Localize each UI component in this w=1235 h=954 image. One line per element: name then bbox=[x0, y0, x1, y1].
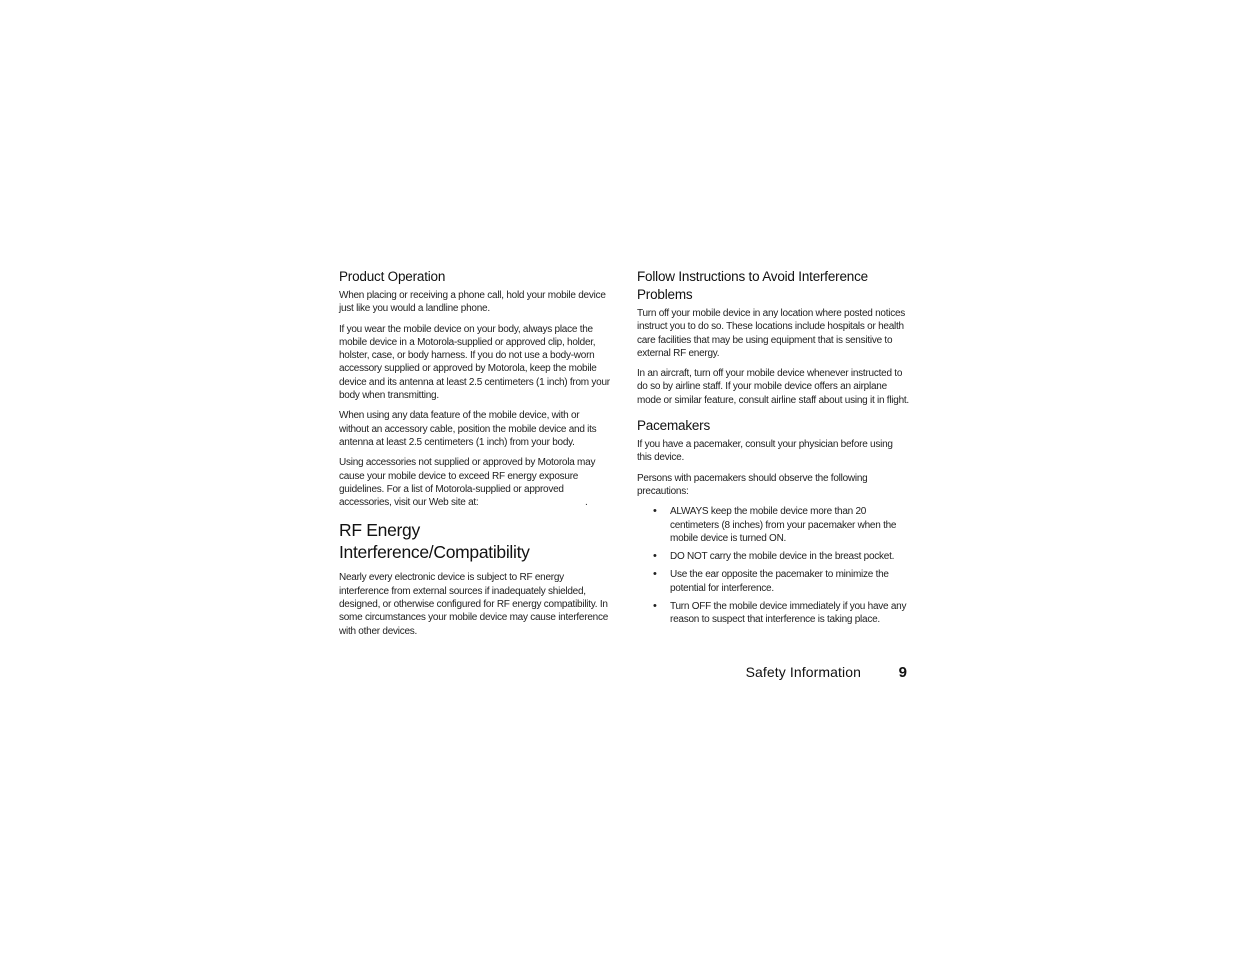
bullet-icon: • bbox=[653, 505, 657, 518]
product-operation-paragraph-4 bbox=[339, 456, 611, 509]
list-item bbox=[653, 600, 909, 627]
list-item-text: ALWAYS keep the mobile device more than 20 centimeters (8 inches) from your pacemaker when the mobile device is turned ON. bbox=[670, 506, 897, 544]
list-item bbox=[653, 505, 909, 545]
list-item-text: Use the ear opposite the pacemaker to minimize the potential for interference. bbox=[670, 569, 889, 594]
pacemakers-heading: Pacemakers bbox=[637, 418, 711, 434]
pacemakers-paragraph-2: Persons with pacemakers should observe the following precautions: bbox=[637, 472, 868, 497]
section-label: Safety Information bbox=[745, 664, 861, 680]
list-item-text: Turn OFF the mobile device immediately if you have any reason to suspect that interference is taking place. bbox=[670, 601, 907, 626]
list-item-text: DO NOT carry the mobile device in the breast pocket. bbox=[670, 551, 895, 563]
product-operation-paragraph-2: If you wear the mobile device on your body, always place the mobile device in a Motorola-supplied or approved clip, holder, holster, case, or body harness. If you do not use a body-worn accessory supplied or approved by Motorola, keep the mobile device and its antenna at least 2.5 centimeters (1 inch) from your body when transmitting. bbox=[339, 323, 610, 402]
follow-instructions-paragraph-1: Turn off your mobile device in any location where posted notices instruct you to do so. These locations include hospitals or health care facilities that may be using equipment that is sensitive to external RF energy. bbox=[637, 308, 906, 359]
bullet-icon: • bbox=[653, 550, 657, 563]
list-item bbox=[653, 568, 909, 595]
page-number: 9 bbox=[898, 664, 907, 681]
accessories-text: Using accessories not supplied or approved by Motorola may cause your mobile device to exceed RF energy exposure guidelines. For a list of Motorola-supplied or approved accessories, visit our Web site at: bbox=[339, 457, 596, 509]
left-column bbox=[339, 268, 611, 645]
page-footer bbox=[700, 664, 907, 684]
bullet-icon: • bbox=[653, 600, 657, 613]
product-operation-paragraph-3: When using any data feature of the mobile device, with or without an accessory cable, position the mobile device and its antenna at least 2.5 centimeters (1 inch) from your body. bbox=[339, 410, 597, 448]
pacemaker-precautions-list bbox=[653, 505, 909, 626]
follow-instructions-heading: Follow Instructions to Avoid Interference Problems bbox=[637, 269, 868, 302]
right-column bbox=[637, 268, 909, 632]
pacemakers-paragraph-1: If you have a pacemaker, consult your physician before using this device. bbox=[637, 439, 893, 464]
rf-energy-heading: RF Energy Interference/Compatibility bbox=[339, 520, 530, 563]
list-item bbox=[653, 550, 909, 563]
web-site-period: . bbox=[585, 497, 588, 509]
product-operation-heading: Product Operation bbox=[339, 269, 446, 284]
bullet-icon: • bbox=[653, 568, 657, 581]
product-operation-paragraph-1: When placing or receiving a phone call, hold your mobile device just like you would a landline phone. bbox=[339, 290, 606, 315]
follow-instructions-paragraph-2: In an aircraft, turn off your mobile device whenever instructed to do so by airline staff. If your mobile device offers an airplane mode or similar feature, consult airline staff about using it in flight. bbox=[637, 368, 909, 406]
rf-energy-paragraph: Nearly every electronic device is subject to RF energy interference from external sources if inadequately shielded, designed, or otherwise configured for RF energy compatibility. In some circumstances your mobile device may cause interference with other devices. bbox=[339, 572, 609, 637]
